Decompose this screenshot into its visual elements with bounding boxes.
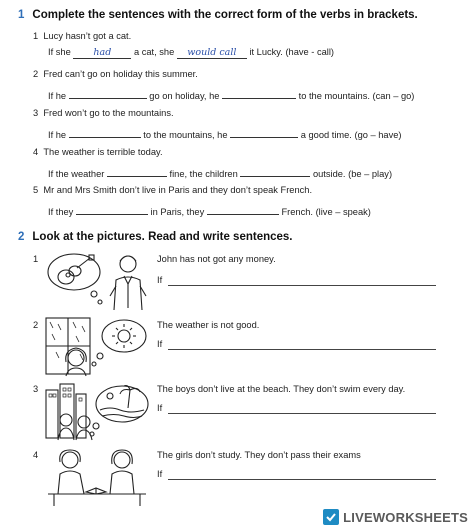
ex1-item-2-sentence: 2 Fred can’t go on holiday this summer. [33,69,198,79]
answer-field-4a[interactable] [107,166,167,177]
ex2-item-2-sentence: The weather is not good. [157,320,260,330]
ex2-item-1-sentence: John has not got any money. [157,254,276,264]
ex1-item-5-sentence: 5 Mr and Mrs Smith don’t live in Paris and they don’t speak French. [33,185,313,195]
girls-talking-at-desk-illustration [44,446,150,508]
answer-field-1b[interactable]: would call [177,48,247,59]
ex1-item-4-gapped: If the weather fine, the children outside. (be – play) [48,166,392,179]
ex1-item-1-gapped: If she had a cat, she would call it Lucky. (have - call) [48,47,335,58]
answer-field-1a[interactable]: had [73,48,131,59]
exercise-1-number: 1 [18,9,25,21]
exercise-2-heading [18,231,293,243]
answer-field-3b[interactable] [230,127,298,138]
boy-dreaming-of-guitar-illustration [44,250,150,312]
answer-field-2a[interactable] [69,88,147,99]
ex2-item-4-answer-line[interactable] [168,479,436,480]
ex2-item-1-number: 1 [33,254,39,264]
answer-field-3a[interactable] [69,127,141,138]
ex2-item-2-answer-line[interactable] [168,349,436,350]
answer-field-5a[interactable] [76,204,148,215]
ex2-item-3-sentence: The boys don’t live at the beach. They don’t swim every day. [157,384,406,394]
ex1-item-4-sentence: 4 The weather is terrible today. [33,147,163,157]
ex2-item-4-prompt: If [157,469,163,479]
ex1-item-5-gapped: If they in Paris, they French. (live – speak) [48,204,371,217]
ex2-item-2-number: 2 [33,320,39,330]
answer-field-2b[interactable] [222,88,296,99]
ex1-item-1-sentence: 1 Lucy hasn’t got a cat. [33,31,132,41]
exercise-2-title: Look at the pictures. Read and write sentences. [32,231,293,243]
answer-field-4b[interactable] [240,166,310,177]
exercise-1-heading [18,9,418,21]
girl-at-rainy-window-illustration [44,316,150,378]
liveworksheets-footer[interactable] [323,508,468,526]
answer-field-5b[interactable] [207,204,279,215]
ex2-item-4-sentence: The girls don’t study. They don’t pass their exams [157,450,361,460]
ex2-item-1-prompt: If [157,275,163,285]
ex1-item-3-sentence: 3 Fred won’t go to the mountains. [33,108,174,118]
exercise-2-number: 2 [18,231,25,243]
ex2-item-4-number: 4 [33,450,39,460]
liveworksheets-logo-icon [323,509,339,525]
exercise-1-title: Complete the sentences with the correct form of the verbs in brackets. [32,9,418,21]
ex2-item-3-prompt: If [157,403,163,413]
ex2-item-1-answer-line[interactable] [168,285,436,286]
ex2-item-2-prompt: If [157,339,163,349]
ex2-item-3-number: 3 [33,384,39,394]
boys-in-city-dreaming-of-beach-illustration [44,380,150,442]
ex1-item-2-gapped: If he go on holiday, he to the mountains. (can – go) [48,88,414,101]
ex1-item-3-gapped: If he to the mountains, he a good time. (go – have) [48,127,402,140]
footer-brand: LIVEWORKSHEETS [343,509,468,525]
ex2-item-3-answer-line[interactable] [168,413,436,414]
